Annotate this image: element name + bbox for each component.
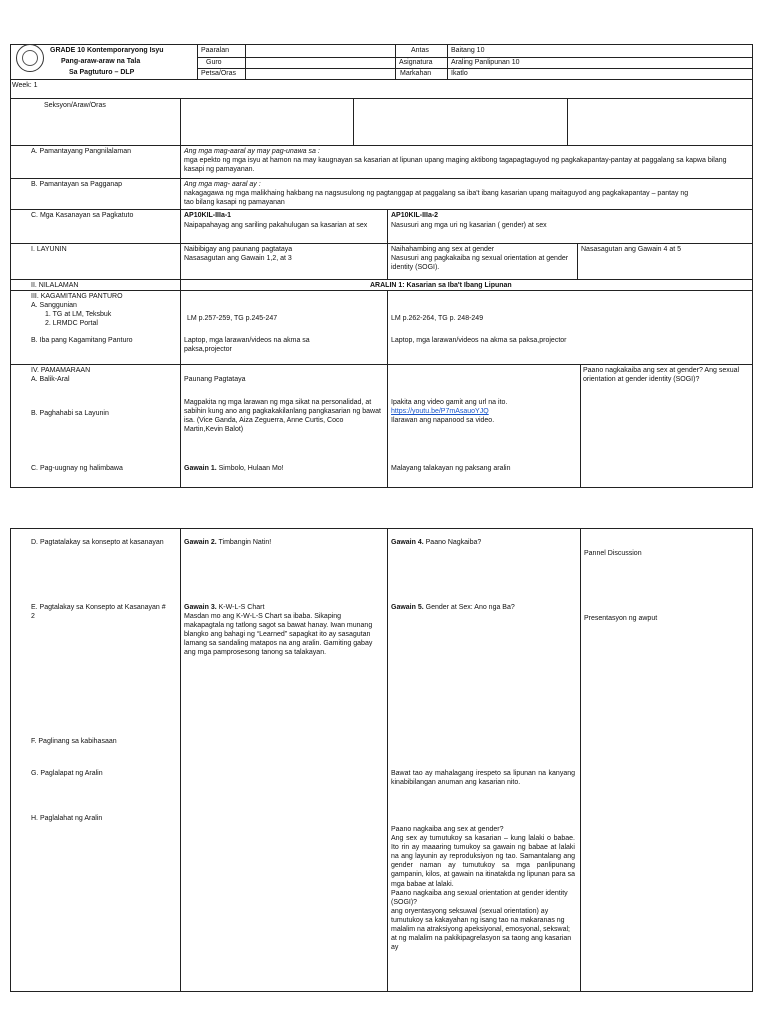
gawain2-title: Timbangin Natin!: [216, 539, 272, 546]
gawain4-title: Paano Nagkaiba?: [423, 539, 482, 546]
field-label-petsa: Petsa/Oras: [201, 70, 237, 77]
row-c-col1-code: AP10KIL-IIIa-1: [184, 212, 232, 219]
week-label: Week: 1: [12, 82, 38, 89]
row-i-col1: Naibibigay ang paunang pagtataya Nasasagutan ang Gawain 1,2, at 3: [184, 246, 293, 263]
row-i-col3: Nasasagutan ang Gawain 4 at 5: [581, 246, 682, 253]
row-g-col2: Bawat tao ay mahalagang irespeto sa lipunan na kanyang kinabibilangan anuman ang kasarian nito.: [391, 770, 575, 787]
gawain5-title: Gender at Sex: Ano nga Ba?: [423, 604, 515, 611]
gawain5-label: Gawain 5.: [391, 604, 424, 611]
row-h-paragraph2: ang oryentasyong seksuwal (sexual orientation) ay tumutukoy sa kakayahan ng isang tao na makaranas ng malalim na atraksiyong apeksiyonal, emosyonal, sekswal; at ng malalim na pakikipagrelasyon sa taong ang kasarian ay: [391, 907, 572, 952]
row-a-intro: Ang mga mag-aaral ay may pag-unawa sa :: [184, 148, 320, 155]
row-iv-c-col2: Malayang talakayan ng paksang aralin: [391, 465, 511, 472]
row-c-col2-text: Nasusuri ang mga uri ng kasarian ( gender) at sex: [391, 222, 547, 229]
video-url-link[interactable]: https://youtu.be/P7mAsauoYJQ: [391, 408, 489, 415]
row-iii-sub-a: A. Sanggunian: [31, 302, 77, 309]
row-h-col2: [391, 825, 575, 952]
row-a-text: mga epekto ng mga isyu at hamon na may kaugnayan sa kasarian at lipunan upang maging aktibong tagapagtaguyod ng pagkakapantay-pantay at paggalang sa kapwa bilang kasapi ng pamayanan.: [184, 157, 727, 174]
gawain1-label: Gawain 1.: [184, 465, 217, 472]
row-d-col3: Pannel Discussion: [584, 550, 642, 557]
gawain3-label: Gawain 3.: [184, 604, 217, 611]
gawain4-label: Gawain 4.: [391, 539, 424, 546]
header-title-line3: Sa Pagtuturo – DLP: [69, 69, 135, 76]
row-h-question1: Paano nagkaiba ang sex at gender?: [391, 826, 504, 833]
row-iv-b-col2-line3: Ilarawan ang napanood sa video.: [391, 417, 495, 424]
row-iv-a-col1: Paunang Pagtataya: [184, 376, 246, 383]
row-f-label: F. Paglinang sa kabihasaan: [31, 738, 117, 745]
row-h-question2: Paano nagkaiba ang sexual orientation at gender identity (SOGI)?: [391, 889, 568, 906]
row-iii-sub-b: B. Iba pang Kagamitang Panturo: [31, 337, 133, 344]
field-label-markahan: Markahan: [400, 70, 432, 77]
field-value-markahan: Ikatlo: [451, 70, 468, 77]
row-e-col1-head: [184, 603, 264, 612]
row-iv-b-col1: Magpakita ng mga larawan ng mga sikat na personalidad, at sabihin kung ano ang pagkakakilanlang pangkasarian ng bawat isa. (Vice Ganda, Aiza Zeguerra, Anne Curtis, Coco Martin,Kevin Balot): [184, 399, 381, 434]
row-e-col1-body: Masdan mo ang K-W-L-S Chart sa ibaba. Sikaping makapagtala ng tatlong sagot sa bawat hanay. Iwan munang blangko ang bahagi ng “Learned” sapagkat ito ay sasagutan lamang sa sandaling matapos na ang aralin. Gamiting gabay ang mga pamprosesong tanong sa talakayan.: [184, 613, 373, 657]
row-iv-c-col1: [184, 464, 284, 473]
row-c-col1-text: Naipapahayag ang sariling pakahulugan sa kasarian at sex: [184, 222, 368, 229]
row-i-col2: Naihahambing ang sex at gender Nasusuri ang pagkakaiba ng sexual orientation at gender identity (SOGI).: [391, 246, 569, 272]
gawain1-title: Simbolo, Hulaan Mo!: [216, 465, 284, 472]
row-e-col2: [391, 603, 515, 612]
row-e-col3: Presentasyon ng awput: [584, 615, 658, 622]
row-iv-label: IV. PAMAMARAAN: [31, 367, 91, 374]
row-iii-col1: LM p.257-259, TG p.245-247: [187, 315, 278, 322]
row-d-col1: [184, 538, 271, 547]
row-iv-sub-c: C. Pag-uugnay ng halimbawa: [31, 465, 123, 472]
row-b-intro: Ang mga mag- aaral ay :: [184, 181, 261, 188]
field-label-antas: Antas: [411, 47, 429, 54]
session-label: Seksyon/Araw/Oras: [44, 102, 106, 109]
row-g-label: G. Paglalapat ng Aralin: [31, 770, 103, 777]
row-c-label: C. Mga Kasanayan sa Pagkatuto: [31, 212, 134, 219]
field-label-asignatura: Asignatura: [399, 59, 433, 66]
field-value-antas: Baitang 10: [451, 47, 485, 54]
row-iv-b-col2-line1: Ipakita ang video gamit ang url na ito.: [391, 399, 508, 406]
row-b-text: nakagagawa ng mga malikhaing hakbang na nagsusulong ng pagtanggap at paggalang sa iba't ibang kasarian upang maitaguyod ang pagkakapantay – pantay ng tao bilang kasapi ng pamayanan: [184, 190, 689, 207]
row-c-col2-code: AP10KIL-IIIa-2: [391, 212, 439, 219]
row-iv-col3: Paano nagkakaiba ang sex at gender? Ang sexual orientation at gender identity (SOGI)?: [583, 367, 740, 384]
row-iii-label: III. KAGAMITANG PANTURO: [31, 293, 123, 300]
row-iii-b-col1: Laptop, mga larawan/videos na akma sa paksa,projector: [184, 337, 310, 354]
row-ii-label: II. NILALAMAN: [31, 282, 79, 289]
row-iii-col2: LM p.262-264, TG p. 248-249: [391, 315, 484, 322]
row-i-label: I. LAYUNIN: [31, 246, 67, 253]
row-d-label: D. Pagtatalakay sa konsepto at kasanayan: [31, 539, 164, 546]
row-iii-sub-a1: 1. TG at LM, Teksbuk: [45, 311, 112, 318]
row-iv-sub-a: A. Balik-Aral: [31, 376, 70, 383]
row-e-label: E. Pagtalakay sa Konsepto at Kasanayan # 2: [31, 604, 166, 621]
field-label-paaralan: Paaralan: [201, 47, 230, 54]
row-b-label: B. Pamantayan sa Pagganap: [31, 181, 123, 188]
gawain2-label: Gawain 2.: [184, 539, 217, 546]
row-h-label: H. Paglalahat ng Aralin: [31, 815, 103, 822]
row-ii-text: ARALIN 1: Kasarian sa Iba't Ibang Lipunan: [370, 282, 512, 289]
row-d-col2: [391, 538, 481, 547]
header-title-line1: GRADE 10 Kontemporaryong Isyu: [50, 47, 164, 54]
row-h-paragraph1: Ang sex ay tumutukoy sa kasarian – kung lalaki o babae. Ito rin ay maaaring tumukoy sa gawain ng babae at lalaki na ang layunin ay reproduksiyon ng tao. Samantalang ang gender naman ay tumutukoy sa mga panlipunang gampanin, kilos, at gawain na itinatakda ng lipunan para sa mga babae at lalaki.: [391, 835, 575, 888]
row-iii-sub-a2: 2. LRMDC Portal: [45, 320, 98, 327]
header-title-line2: Pang-araw-araw na Tala: [61, 58, 141, 65]
deped-seal-logo: [16, 44, 44, 72]
row-iv-sub-b: B. Paghahabi sa Layunin: [31, 410, 109, 417]
gawain3-title: K-W-L-S Chart: [216, 604, 265, 611]
row-a-label: A. Pamantayang Pangnilalaman: [31, 148, 132, 155]
row-iii-b-col2: Laptop, mga larawan/videos na akma sa paksa,projector: [391, 337, 567, 344]
field-value-asignatura: Araling Panlipunan 10: [451, 59, 520, 66]
field-label-guro: Guro: [206, 59, 222, 66]
